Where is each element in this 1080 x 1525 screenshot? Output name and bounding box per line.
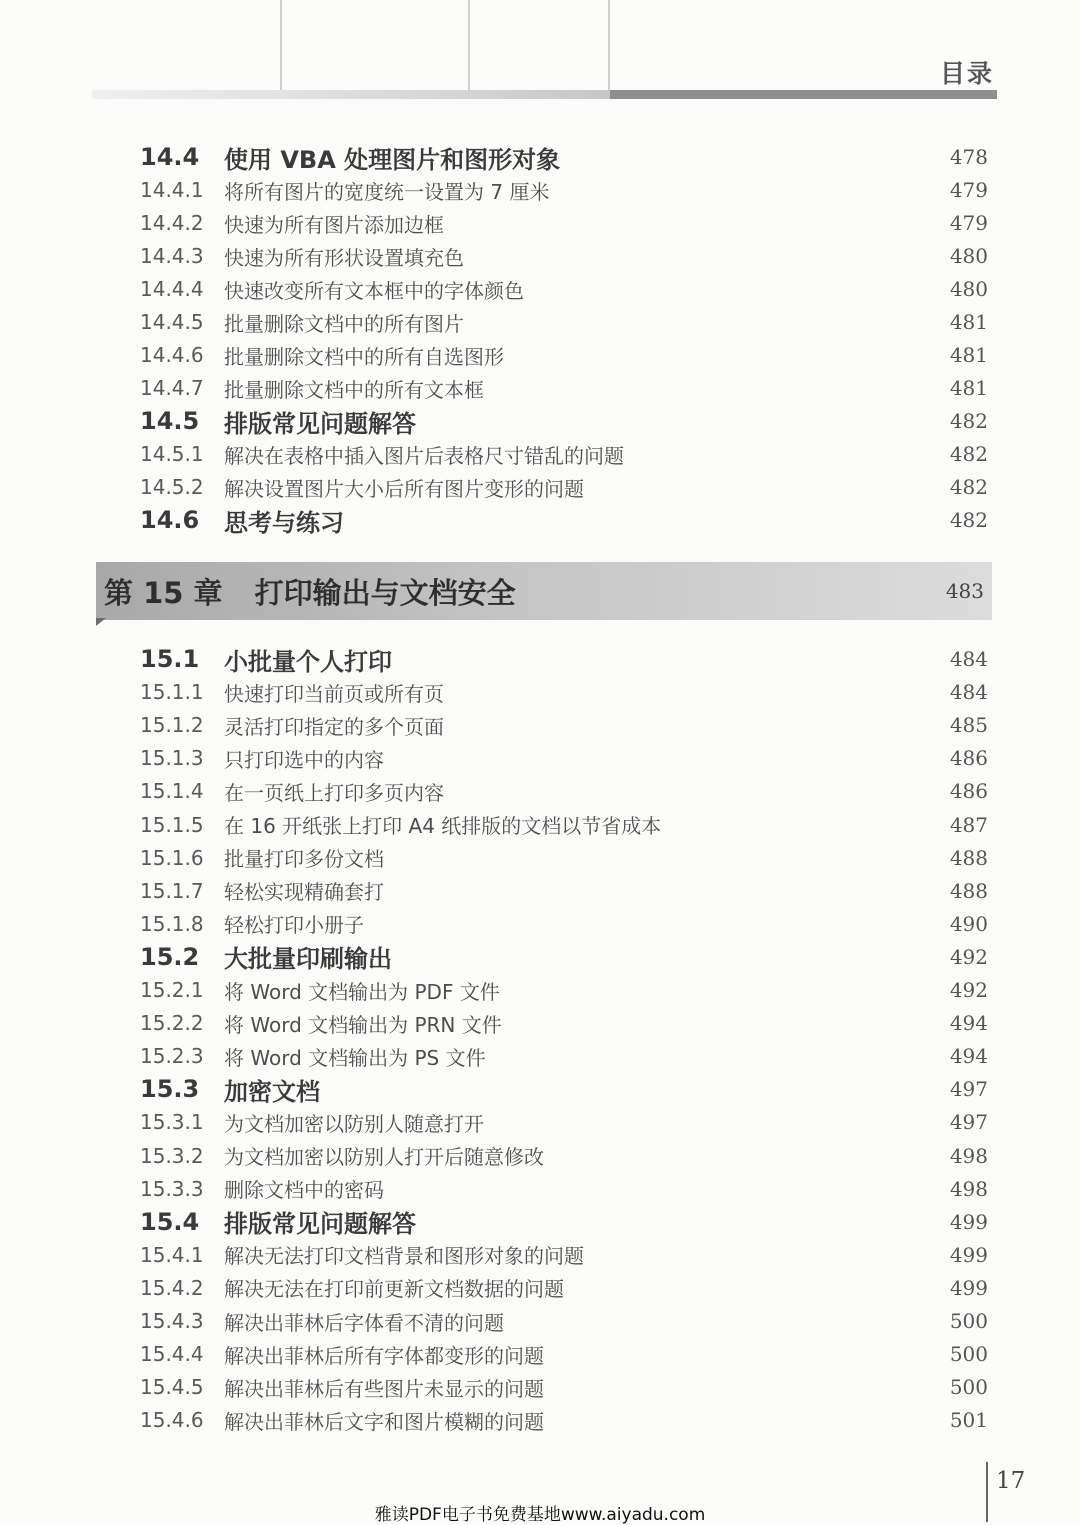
- footer-watermark: 雅读PDF电子书免费基地www.aiyadu.com: [374, 1505, 706, 1525]
- entry-title: 排版常见问题解答: [224, 409, 416, 438]
- entry-num: 15.2.2: [140, 1011, 204, 1036]
- entry-title: 批量删除文档中的所有自选图形: [224, 344, 504, 369]
- entry-title: 快速打印当前页或所有页: [224, 681, 444, 706]
- entry-num: 15.4.1: [140, 1242, 204, 1267]
- entry-num: 15.4.3: [140, 1309, 204, 1333]
- entry-page: 487: [949, 812, 988, 837]
- entry-page: 482: [949, 475, 988, 499]
- entry-page: 500: [949, 1309, 988, 1333]
- toc-entry[interactable]: [140, 1041, 988, 1071]
- entry-num: 15.4: [140, 1207, 200, 1236]
- entry-page: 485: [949, 713, 988, 738]
- toc-section-entry[interactable]: [140, 644, 988, 674]
- header-divider: [468, 0, 470, 92]
- toc-section-entry[interactable]: [140, 505, 988, 535]
- entry-num: 15.2: [140, 942, 200, 971]
- entry-page: 486: [949, 746, 988, 771]
- entry-title: 将 Word 文档输出为 PS 文件: [224, 1045, 486, 1070]
- entry-title: 解决出菲林后有些图片未显示的问题: [224, 1376, 544, 1401]
- toc-entry[interactable]: [140, 1174, 988, 1204]
- toc-section-entry[interactable]: [140, 1074, 988, 1104]
- entry-num: 14.4.1: [140, 178, 204, 202]
- toc-entry[interactable]: [140, 1107, 988, 1137]
- entry-num: 14.5.1: [140, 442, 204, 466]
- header-divider: [608, 0, 610, 92]
- entry-page: 492: [949, 978, 988, 1002]
- entry-num: 14.4.2: [140, 211, 204, 235]
- toc-entry[interactable]: [140, 743, 988, 773]
- entry-title: 在 16 开纸张上打印 A4 纸排版的文档以节省成本: [224, 814, 662, 838]
- entry-num: 15.3.2: [140, 1143, 204, 1168]
- toc-section-entry[interactable]: [140, 406, 988, 436]
- toc-entry[interactable]: [140, 810, 988, 840]
- toc-entry[interactable]: [140, 340, 988, 370]
- entry-title: 大批量印刷输出: [224, 945, 392, 974]
- entry-page: 484: [949, 680, 988, 705]
- chapter-banner-fold: [96, 618, 106, 626]
- toc-entry[interactable]: [140, 175, 988, 205]
- entry-num: 15.2.3: [140, 1044, 204, 1069]
- entry-page: 482: [949, 442, 988, 466]
- entry-title: 将所有图片的宽度统一设置为 7 厘米: [224, 179, 550, 204]
- toc-entry[interactable]: [140, 307, 988, 337]
- toc-entry[interactable]: [140, 1372, 988, 1402]
- entry-page: 479: [949, 178, 988, 202]
- toc-entry[interactable]: [140, 1339, 988, 1369]
- entry-page: 480: [949, 277, 988, 301]
- entry-num: 15.3: [140, 1075, 200, 1104]
- entry-title: 解决出菲林后文字和图片模糊的问题: [224, 1409, 544, 1434]
- entry-title: 快速改变所有文本框中的字体颜色: [224, 278, 524, 303]
- entry-page: 499: [949, 1275, 988, 1300]
- entry-num: 14.4.4: [140, 277, 204, 301]
- toc-entry[interactable]: [140, 274, 988, 304]
- entry-num: 15.1.7: [140, 878, 204, 903]
- entry-num: 15.4.6: [140, 1408, 204, 1433]
- toc-entry[interactable]: [140, 1273, 988, 1303]
- entry-title: 为文档加密以防别人随意打开: [224, 1111, 484, 1136]
- entry-num: 15.4.4: [140, 1342, 204, 1367]
- header-divider: [280, 0, 282, 92]
- entry-num: 15.1.8: [140, 911, 204, 936]
- entry-title: 解决出菲林后所有字体都变形的问题: [224, 1343, 544, 1368]
- entry-title: 思考与练习: [224, 508, 344, 537]
- entry-page: 499: [949, 1242, 988, 1267]
- toc-entry[interactable]: [140, 1306, 988, 1336]
- entry-page: 500: [949, 1342, 988, 1367]
- toc-entry[interactable]: [140, 1405, 988, 1435]
- entry-num: 15.1.2: [140, 713, 204, 738]
- entry-page: 478: [949, 145, 988, 169]
- entry-page: 500: [949, 1375, 988, 1400]
- entry-num: 14.5.2: [140, 475, 204, 499]
- header-rule-dark: [610, 90, 997, 99]
- chapter-page-number: 483: [945, 579, 984, 603]
- entry-title: 解决无法打印文档背景和图形对象的问题: [224, 1244, 584, 1269]
- entry-page: 497: [949, 1110, 988, 1135]
- entry-num: 14.4.6: [140, 343, 204, 367]
- entry-page: 484: [949, 647, 988, 671]
- toc-entry[interactable]: [140, 472, 988, 502]
- entry-title: 将 Word 文档输出为 PRN 文件: [224, 1012, 502, 1037]
- entry-title: 为文档加密以防别人打开后随意修改: [224, 1145, 544, 1169]
- entry-num: 14.4.7: [140, 376, 204, 400]
- entry-page: 498: [949, 1143, 988, 1168]
- entry-page: 488: [949, 878, 988, 903]
- entry-page: 482: [949, 508, 988, 532]
- entry-title: 解决在表格中插入图片后表格尺寸错乱的问题: [224, 443, 624, 468]
- entry-page: 501: [949, 1408, 988, 1433]
- entry-page: 497: [949, 1077, 988, 1102]
- entry-num: 14.4.5: [140, 310, 204, 334]
- entry-title: 排版常见问题解答: [224, 1210, 416, 1239]
- toc-entry[interactable]: [140, 439, 988, 469]
- toc-entry[interactable]: [140, 710, 988, 740]
- entry-title: 批量打印多份文档: [224, 847, 384, 872]
- entry-page: 481: [949, 343, 988, 367]
- entry-page: 488: [949, 845, 988, 870]
- entry-page: 498: [949, 1176, 988, 1201]
- entry-page: 481: [949, 376, 988, 400]
- toc-entry[interactable]: [140, 975, 988, 1005]
- toc-section-entry[interactable]: [140, 1207, 988, 1237]
- entry-title: 快速为所有形状设置填充色: [224, 245, 464, 270]
- entry-page: 481: [949, 310, 988, 334]
- entry-page: 479: [949, 211, 988, 235]
- entry-num: 15.3.1: [140, 1110, 204, 1135]
- entry-page: 482: [949, 409, 988, 433]
- entry-title: 灵活打印指定的多个页面: [224, 714, 444, 739]
- entry-title: 轻松打印小册子: [224, 913, 364, 938]
- entry-num: 14.5: [140, 407, 200, 435]
- entry-title: 将 Word 文档输出为 PDF 文件: [224, 979, 500, 1004]
- toc-section-entry[interactable]: [140, 942, 988, 972]
- entry-page: 480: [949, 244, 988, 268]
- entry-num: 14.4.3: [140, 244, 204, 268]
- entry-page: 490: [949, 911, 988, 936]
- toc-entry[interactable]: [140, 1008, 988, 1038]
- entry-page: 499: [949, 1209, 988, 1234]
- entry-num: 15.2.1: [140, 978, 204, 1002]
- entry-title: 在一页纸上打印多页内容: [224, 780, 444, 805]
- entry-title: 删除文档中的密码: [224, 1178, 384, 1203]
- entry-title: 解决出菲林后字体看不清的问题: [224, 1310, 504, 1335]
- entry-num: 15.3.3: [140, 1176, 204, 1201]
- entry-num: 14.6: [140, 506, 200, 534]
- toc-entry[interactable]: [140, 208, 988, 238]
- entry-title: 批量删除文档中的所有文本框: [224, 377, 484, 402]
- entry-num: 15.1.5: [140, 812, 204, 837]
- toc-entry[interactable]: [140, 373, 988, 403]
- entry-page: 494: [949, 1044, 988, 1069]
- toc-entry[interactable]: [140, 677, 988, 707]
- toc-entry[interactable]: [140, 876, 988, 906]
- entry-num: 15.4.5: [140, 1375, 204, 1400]
- entry-title: 使用 VBA 处理图片和图形对象: [224, 145, 561, 174]
- entry-num: 15.1.3: [140, 746, 204, 771]
- entry-num: 14.4: [140, 143, 200, 171]
- entry-title: 轻松实现精确套打: [224, 880, 384, 905]
- entry-title: 加密文档: [224, 1077, 320, 1106]
- chapter-banner[interactable]: [96, 562, 992, 620]
- toc-entry[interactable]: [140, 776, 988, 806]
- entry-page: 494: [949, 1011, 988, 1036]
- toc-entry[interactable]: [140, 843, 988, 873]
- entry-page: 486: [949, 779, 988, 804]
- entry-title: 小批量个人打印: [224, 647, 392, 676]
- toc-entry[interactable]: [140, 241, 988, 271]
- entry-page: 492: [949, 944, 988, 969]
- toc-section-entry[interactable]: [140, 142, 988, 172]
- entry-title: 快速为所有图片添加边框: [224, 212, 444, 237]
- entry-num: 15.1.1: [140, 680, 204, 705]
- entry-num: 15.4.2: [140, 1275, 204, 1300]
- entry-num: 15.1: [140, 645, 200, 673]
- entry-title: 只打印选中的内容: [224, 747, 384, 772]
- entry-num: 15.1.6: [140, 845, 204, 870]
- toc-entry[interactable]: [140, 909, 988, 939]
- chapter-title: 打印输出与文档安全: [254, 575, 516, 610]
- page-number: 17: [996, 1468, 1026, 1494]
- toc-entry[interactable]: [140, 1141, 988, 1171]
- entry-title: 解决设置图片大小后所有图片变形的问题: [224, 476, 584, 501]
- entry-num: 15.1.4: [140, 779, 204, 804]
- entry-title: 解决无法在打印前更新文档数据的问题: [224, 1277, 564, 1302]
- chapter-label: 第 15 章: [104, 575, 223, 610]
- header-title: 目录: [939, 59, 994, 88]
- toc-entry[interactable]: [140, 1240, 988, 1270]
- entry-title: 批量删除文档中的所有图片: [224, 311, 464, 336]
